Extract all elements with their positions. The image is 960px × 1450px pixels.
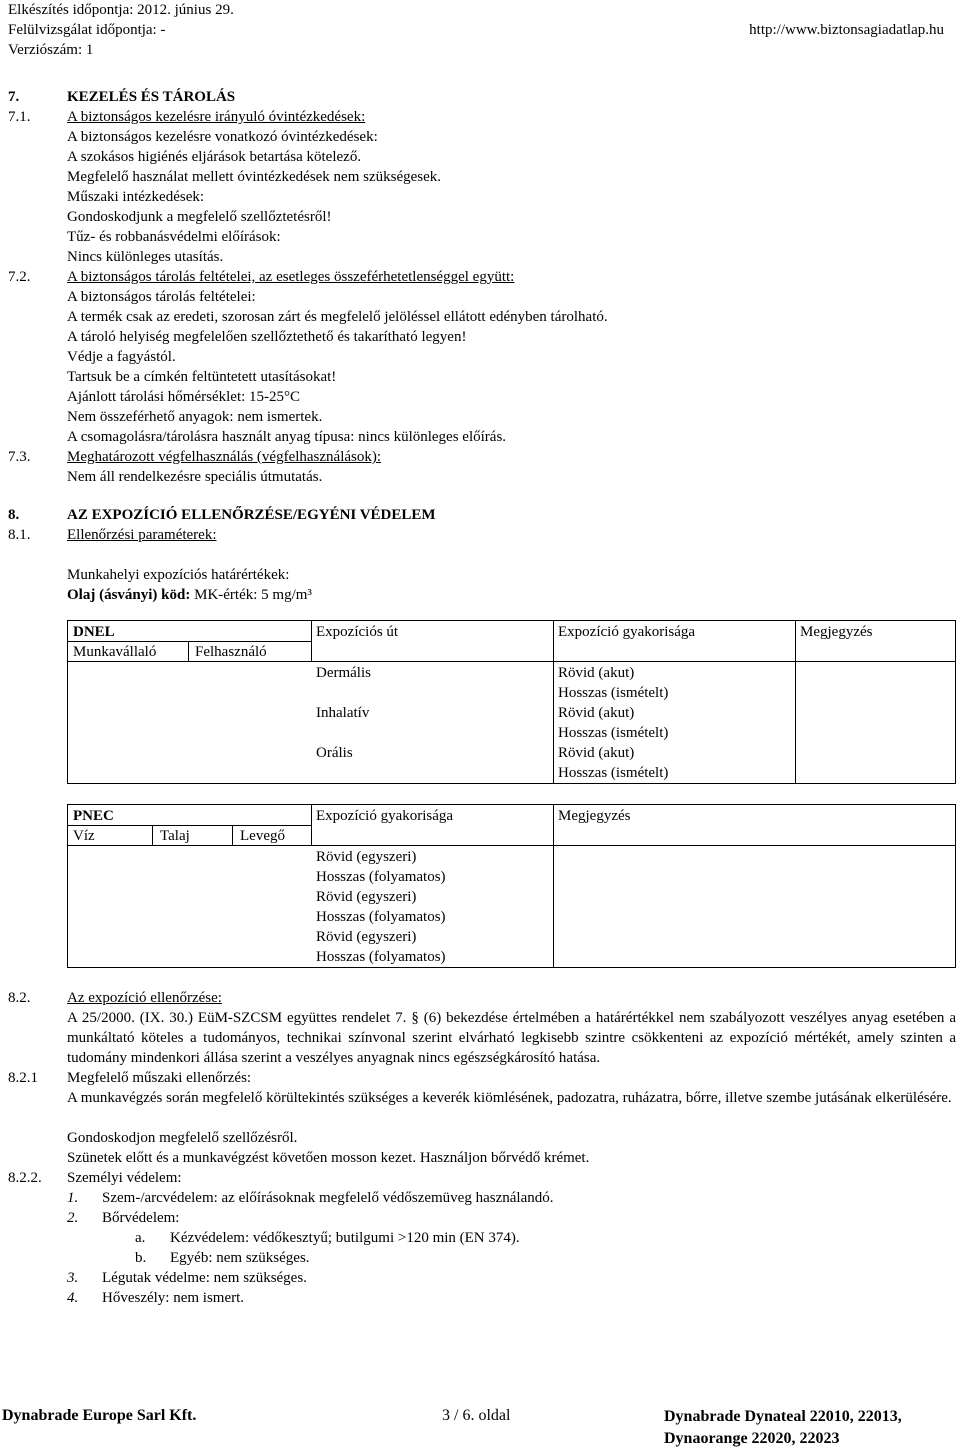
freq-long: Hosszas (ismételt) bbox=[558, 685, 669, 701]
text-line: Gondoskodjunk a megfelelő szellőztetésről! bbox=[67, 209, 332, 225]
section-8-2-2-title: Személyi védelem: bbox=[67, 1170, 182, 1186]
dnel-user: Felhasználó bbox=[195, 644, 267, 660]
freq-short: Rövid (egyszeri) bbox=[316, 929, 417, 945]
footer-product-line-2: Dynaorange 22020, 22023 bbox=[664, 1430, 840, 1447]
list-number: 2. bbox=[67, 1210, 79, 1226]
footer-company: Dynabrade Europe Sarl Kft. bbox=[2, 1407, 197, 1424]
text-line: Tűz- és robbanásvédelmi előírások: bbox=[67, 229, 281, 245]
section-8-title: AZ EXPOZÍCIÓ ELLENŐRZÉSE/EGYÉNI VÉDELEM bbox=[67, 507, 436, 523]
sublist-letter: b. bbox=[135, 1250, 147, 1266]
section-7-title: KEZELÉS ÉS TÁROLÁS bbox=[67, 89, 236, 105]
freq-short: Rövid (egyszeri) bbox=[316, 889, 417, 905]
text-line: A biztonságos kezelésre vonatkozó óvintézkedések: bbox=[67, 129, 378, 145]
section-8-2-1-number: 8.2.1 bbox=[8, 1070, 38, 1086]
sublist-item: Egyéb: nem szükséges. bbox=[170, 1250, 310, 1266]
dnel-col-frequency: Expozíció gyakorisága bbox=[558, 624, 696, 640]
text-line: Megfelelő használat mellett óvintézkedések nem szükségesek. bbox=[67, 169, 442, 185]
freq-long: Hosszas (folyamatos) bbox=[316, 869, 446, 885]
section-8-2-1-text: A munkavégzés során megfelelő körültekintés szükséges a keverék kiömlésének, padozatra, ruházatra, bőrre, illetve szembe jutásának elkerülésére. bbox=[67, 1090, 952, 1106]
section-7-2-number: 7.2. bbox=[8, 269, 31, 285]
text-line: Védje a fagyástól. bbox=[67, 349, 176, 365]
section-8-number: 8. bbox=[8, 507, 20, 523]
freq-short: Rövid (akut) bbox=[558, 745, 635, 761]
list-item: Szem-/arcvédelem: az előírásoknak megfelelő védőszemüveg használandó. bbox=[102, 1190, 554, 1206]
section-8-2-1-title: Megfelelő műszaki ellenőrzés: bbox=[67, 1070, 252, 1086]
freq-short: Rövid (akut) bbox=[558, 705, 635, 721]
section-7-number: 7. bbox=[8, 89, 20, 105]
section-8-2-number: 8.2. bbox=[8, 990, 31, 1006]
website-link[interactable]: http://www.biztonsagiadatlap.hu bbox=[749, 22, 944, 38]
dnel-title: DNEL bbox=[73, 624, 115, 640]
text-line: Ajánlott tárolási hőmérséklet: 15-25°C bbox=[67, 389, 301, 405]
freq-long: Hosszas (ismételt) bbox=[558, 725, 669, 741]
review-date: Felülvizsgálat időpontja: - bbox=[8, 22, 166, 38]
sublist-letter: a. bbox=[135, 1230, 146, 1246]
footer-product bbox=[664, 1406, 902, 1450]
section-8-2-text: A 25/2000. (IX. 30.) EüM-SZCSM együttes rendelet 7. § (6) bekezdése értelmében a határértékkel nem szabályozott veszélyes anyag esetében a munkáltató köteles a tudományos, technikai színvonal szerint elvárható legkisebb szintre csökkenteni az expozíció mértékét, amely szinten a tudomány mindenkori állása szerint a veszélyes anyagnak nincs egészségkárosító hatása. bbox=[67, 1010, 956, 1066]
pnec-title: PNEC bbox=[73, 808, 114, 824]
page-header bbox=[8, 0, 952, 60]
section-7-1-number: 7.1. bbox=[8, 109, 31, 125]
pnec-table bbox=[67, 804, 956, 968]
route-oral: Orális bbox=[316, 745, 353, 761]
dnel-col-note: Megjegyzés bbox=[800, 624, 873, 640]
freq-short: Rövid (akut) bbox=[558, 665, 635, 681]
route-dermal: Dermális bbox=[316, 665, 371, 681]
section-7-3-title: Meghatározott végfelhasználás (végfelhasználások): bbox=[67, 449, 382, 465]
text-line: A tároló helyiség megfelelően szellőztethető és takarítható legyen! bbox=[67, 329, 467, 345]
text-line: Tartsuk be a címkén feltüntetett utasításokat! bbox=[67, 369, 337, 385]
dnel-col-route: Expozíciós út bbox=[316, 624, 399, 640]
footer-product-line-1: Dynabrade Dynateal 22010, 22013, bbox=[664, 1408, 902, 1425]
oil-mist-label: Olaj (ásványi) köd: bbox=[67, 587, 191, 603]
text-line: A szokásos higiénés eljárások betartása kötelező. bbox=[67, 149, 362, 165]
text-line: Gondoskodjon megfelelő szellőzésről. bbox=[67, 1130, 298, 1146]
section-7-1-title: A biztonságos kezelésre irányuló óvintézkedések: bbox=[67, 109, 366, 125]
section-7-3-number: 7.3. bbox=[8, 449, 31, 465]
footer-page-number: 3 / 6. oldal bbox=[442, 1407, 511, 1424]
text-line: A termék csak az eredeti, szorosan zárt és megfelelő jelöléssel ellátott edényben tárolható. bbox=[67, 309, 608, 325]
freq-short: Rövid (egyszeri) bbox=[316, 849, 417, 865]
oil-mist-value: MK-érték: 5 mg/m³ bbox=[190, 587, 312, 603]
list-number: 3. bbox=[67, 1270, 79, 1286]
freq-long: Hosszas (folyamatos) bbox=[316, 949, 446, 965]
text-line: Nincs különleges utasítás. bbox=[67, 249, 224, 265]
oil-mist-limit bbox=[67, 585, 312, 605]
pnec-water: Víz bbox=[73, 828, 95, 844]
section-8-1-number: 8.1. bbox=[8, 527, 31, 543]
pnec-col-frequency: Expozíció gyakorisága bbox=[316, 808, 454, 824]
list-item: Légutak védelme: nem szükséges. bbox=[102, 1270, 307, 1286]
section-7-2-title: A biztonságos tárolás feltételei, az esetleges összeférhetetlenséggel együtt: bbox=[67, 269, 515, 285]
section-8-2-title: Az expozíció ellenőrzése: bbox=[67, 990, 222, 1006]
pnec-col-note: Megjegyzés bbox=[558, 808, 631, 824]
text-line: Nem áll rendelkezésre speciális útmutatás. bbox=[67, 469, 323, 485]
list-item: Hőveszély: nem ismert. bbox=[102, 1290, 245, 1306]
pnec-soil: Talaj bbox=[160, 828, 190, 844]
text-line: A csomagolásra/tárolásra használt anyag típusa: nincs különleges előírás. bbox=[67, 429, 507, 445]
freq-long: Hosszas (folyamatos) bbox=[316, 909, 446, 925]
text-line: Nem összeférhető anyagok: nem ismertek. bbox=[67, 409, 323, 425]
text-line: Szünetek előtt és a munkavégzést követően mosson kezet. Használjon bőrvédő krémet. bbox=[67, 1150, 590, 1166]
dnel-table bbox=[67, 620, 956, 784]
list-item: Bőrvédelem: bbox=[102, 1210, 180, 1226]
version-number: Verziószám: 1 bbox=[8, 42, 94, 58]
created-date: Elkészítés időpontja: 2012. június 29. bbox=[8, 2, 234, 18]
text-line: Műszaki intézkedések: bbox=[67, 189, 205, 205]
text-line: A biztonságos tárolás feltételei: bbox=[67, 289, 256, 305]
limits-title: Munkahelyi expozíciós határértékek: bbox=[67, 567, 290, 583]
list-number: 4. bbox=[67, 1290, 79, 1306]
sublist-item: Kézvédelem: védőkesztyű; butilgumi >120 min (EN 374). bbox=[170, 1230, 520, 1246]
list-number: 1. bbox=[67, 1190, 79, 1206]
section-8-1-title: Ellenőrzési paraméterek: bbox=[67, 527, 217, 543]
dnel-worker: Munkavállaló bbox=[73, 644, 157, 660]
section-8-2-2-number: 8.2.2. bbox=[8, 1170, 42, 1186]
pnec-air: Levegő bbox=[240, 828, 285, 844]
route-inhalation: Inhalatív bbox=[316, 705, 370, 721]
freq-long: Hosszas (ismételt) bbox=[558, 765, 669, 781]
